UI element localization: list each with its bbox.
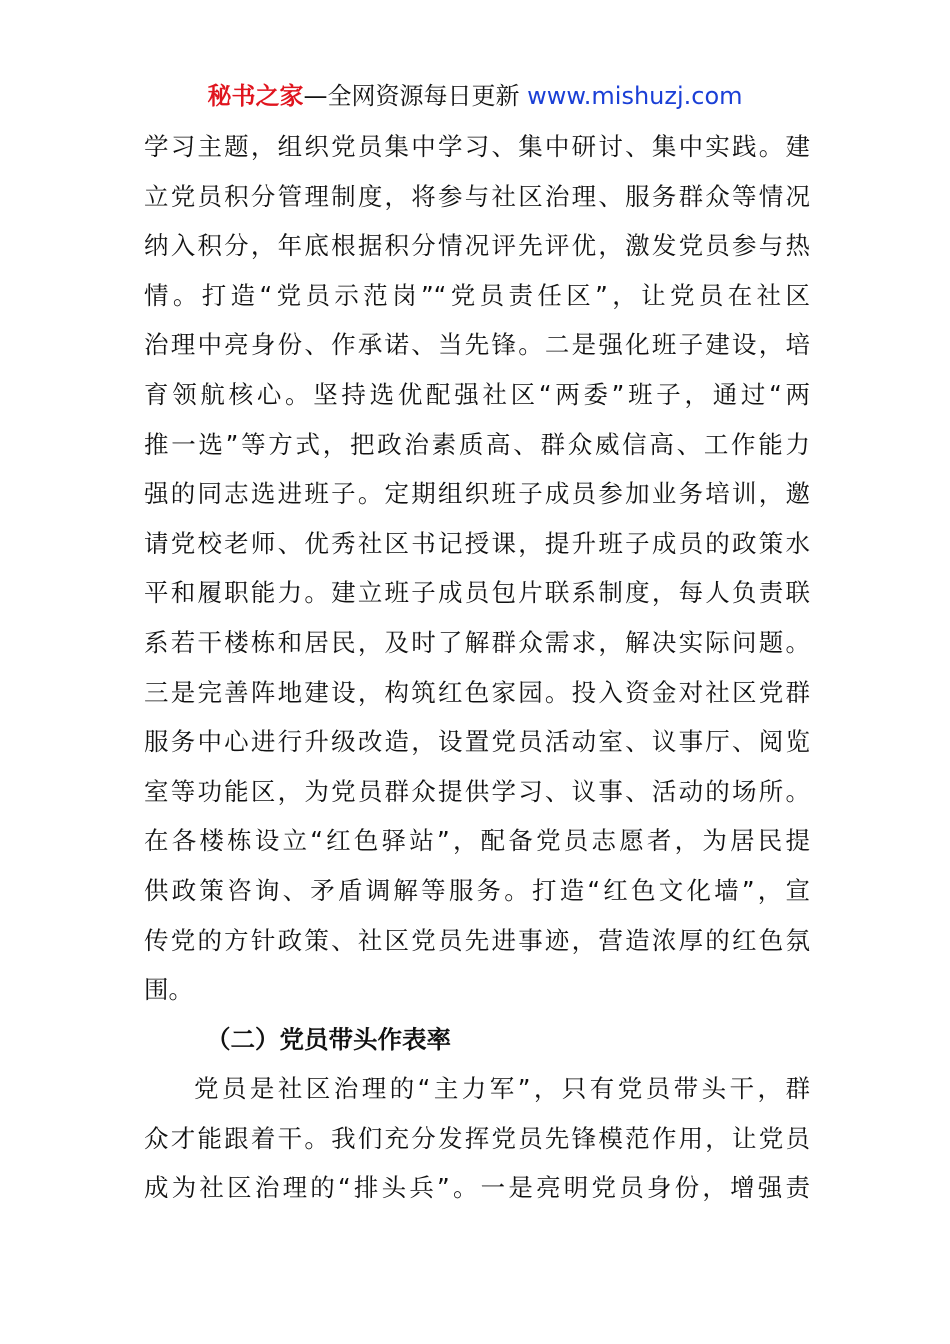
text-line: 学习主题，组织党员集中学习、集中研讨、集中实践。建	[144, 132, 810, 161]
text-line: 围。	[144, 975, 193, 1005]
text-line: 成为社区治理的“排头兵”。一是亮明党员身份，增强责	[144, 1173, 810, 1203]
text-line: 服务中心进行升级改造，设置党员活动室、议事厅、阅览	[144, 727, 810, 757]
text-line: 育领航核心。坚持选优配强社区“两委”班子，通过“两	[144, 379, 810, 409]
site-url[interactable]: www.mishuzj.com	[527, 82, 743, 110]
document-body	[144, 122, 810, 1213]
text-line: 在各楼栋设立“红色驿站”，配备党员志愿者，为居民提	[144, 826, 810, 856]
text-line: 传党的方针政策、社区党员先进事迹，营造浓厚的红色氛	[144, 925, 810, 955]
text-line: 推一选”等方式，把政治素质高、群众威信高、工作能力	[144, 429, 810, 459]
text-line: 室等功能区，为党员群众提供学习、议事、活动的场所。	[144, 776, 810, 806]
text-line: 供政策咨询、矛盾调解等服务。打造“红色文化墙”，宣	[144, 875, 810, 905]
site-brand: 秘书之家	[207, 82, 304, 110]
text-line: 系若干楼栋和居民，及时了解群众需求，解决实际问题。	[144, 627, 810, 657]
site-tagline: —全网资源每日更新	[303, 82, 528, 110]
text-line: 众才能跟着干。我们充分发挥党员先锋模范作用，让党员	[144, 1123, 810, 1153]
text-line: 情。打造“党员示范岗”“党员责任区”，让党员在社区	[144, 280, 810, 310]
text-line: 立党员积分管理制度，将参与社区治理、服务群众等情况	[144, 181, 810, 211]
text-line: 请党校老师、优秀社区书记授课，提升班子成员的政策水	[144, 528, 810, 558]
section-heading: （二）党员带头作表率	[206, 1024, 451, 1054]
text-line: 纳入积分，年底根据积分情况评先评优，激发党员参与热	[144, 231, 810, 261]
text-line: 党员是社区治理的“主力军”，只有党员带头干，群	[194, 1074, 810, 1104]
text-line: 三是完善阵地建设，构筑红色家园。投入资金对社区党群	[144, 677, 810, 707]
text-line: 强的同志选进班子。定期组织班子成员参加业务培训，邀	[144, 479, 810, 509]
site-header	[0, 80, 950, 112]
text-line: 平和履职能力。建立班子成员包片联系制度，每人负责联	[144, 578, 810, 608]
text-line: 治理中亮身份、作承诺、当先锋。二是强化班子建设，培	[144, 330, 810, 360]
